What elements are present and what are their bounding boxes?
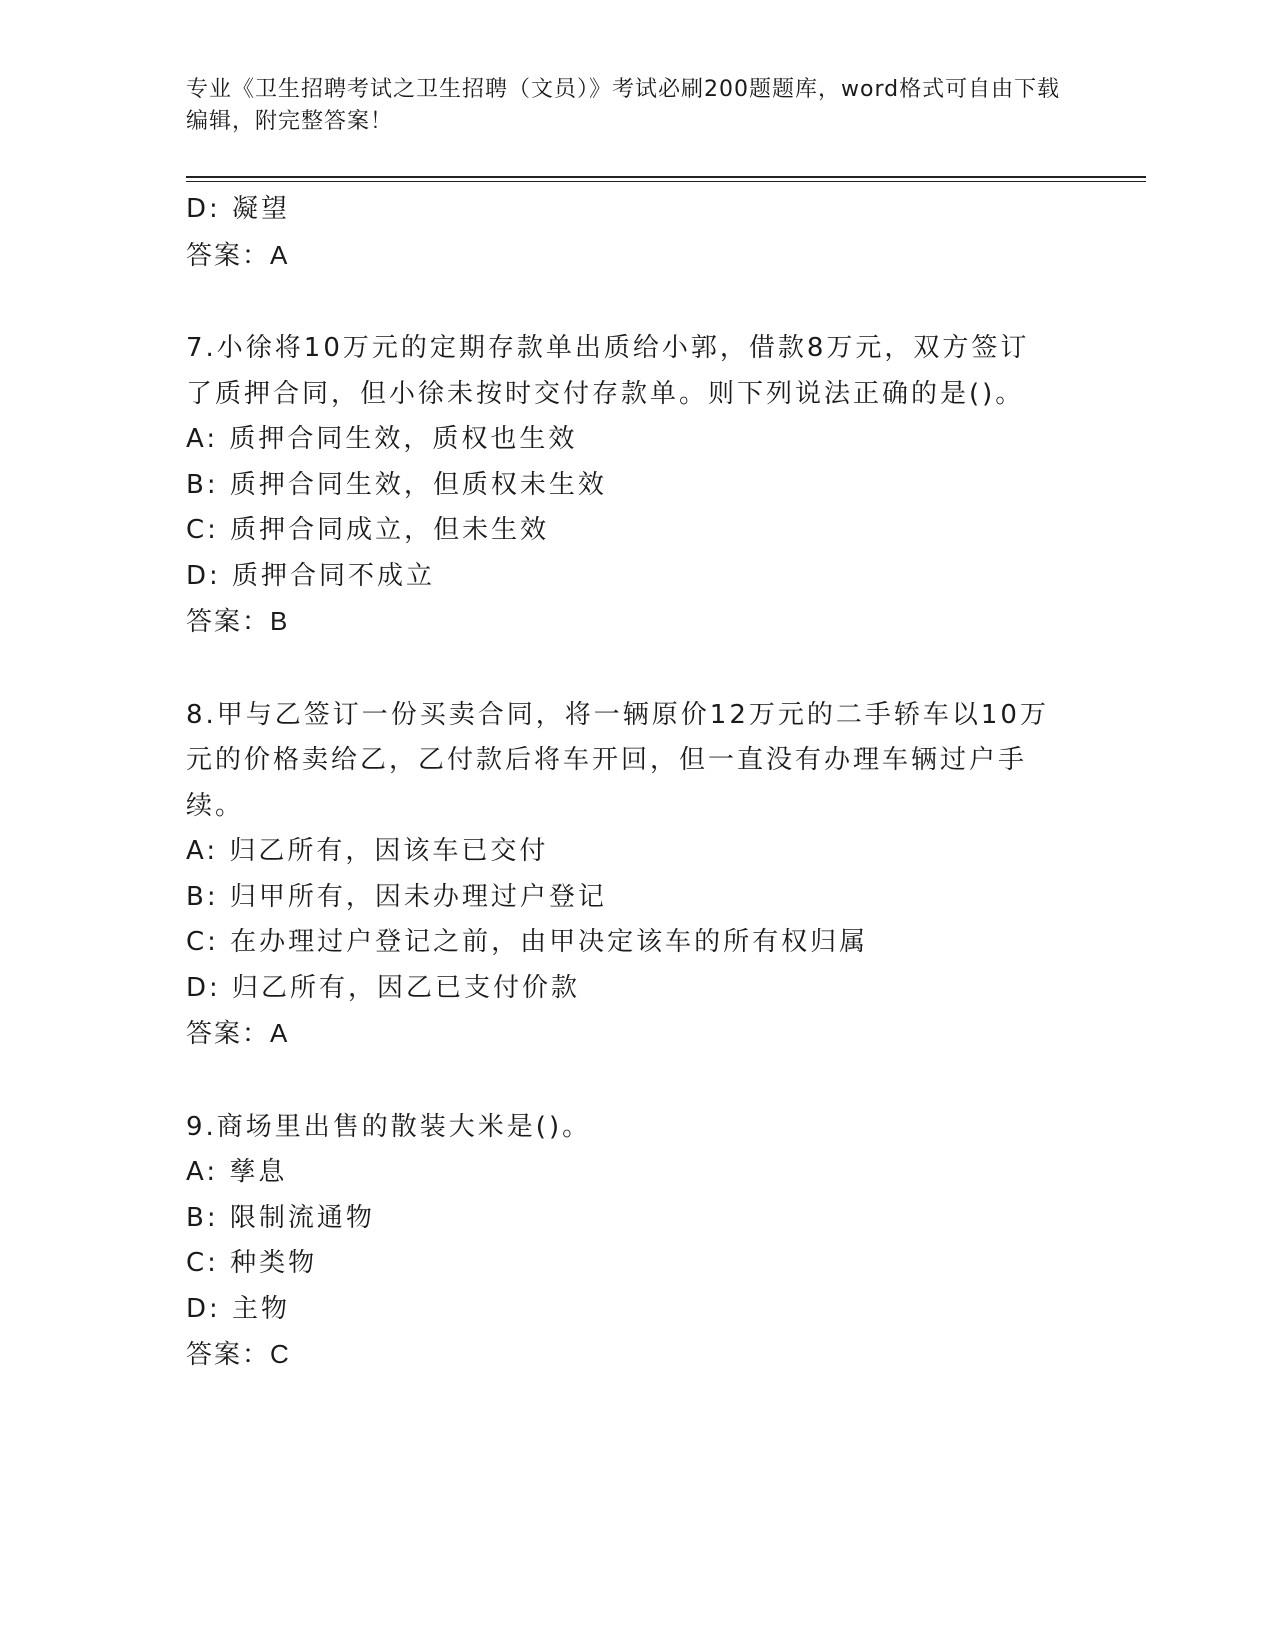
option-a: A: 质押合同生效，质权也生效 — [186, 424, 578, 454]
option-a: A: 孳息 — [186, 1157, 288, 1187]
question-stem: 8.甲与乙签订一份买卖合同，将一辆原价12万元的二手轿车以10万元的价格卖给乙，乙付款后将车开回，但一直没有办理车辆过户手续。 — [186, 699, 1049, 821]
document-body — [186, 187, 1066, 1378]
header-text: 专业《卫生招聘考试之卫生招聘（文员）》考试必刷200题题库，word格式可自由下载编辑，附完整答案！ — [186, 77, 1061, 134]
answer: 答案：A — [186, 239, 290, 270]
option-b: B: 归甲所有，因未办理过户登记 — [186, 881, 607, 912]
option-b: B: 质押合同生效，但质权未生效 — [186, 469, 607, 500]
answer: 答案：A — [186, 1018, 290, 1048]
option-a: A: 归乙所有，因该车已交付 — [186, 836, 549, 866]
option-d: D: 质押合同不成立 — [186, 560, 436, 591]
question-8 — [186, 693, 1066, 1057]
spacer — [186, 278, 1066, 326]
spacer — [186, 1057, 1066, 1105]
option-b: B: 限制流通物 — [186, 1202, 375, 1233]
question-stem: 9.商场里出售的散装大米是()。 — [186, 1111, 592, 1142]
option-d: D: 归乙所有，因乙已支付价款 — [186, 972, 581, 1003]
question-stem: 7.小徐将10万元的定期存款单出质给小郭，借款8万元，双方签订了质押合同，但小徐未按时交付存款单。则下列说法正确的是()。 — [186, 333, 1030, 409]
option-c: C: 种类物 — [186, 1248, 318, 1278]
previous-question-tail — [186, 187, 1066, 278]
document-header — [186, 74, 1066, 138]
header-rule-thick — [186, 176, 1146, 178]
answer: 答案：C — [186, 1339, 291, 1369]
header-rule-thin — [186, 181, 1146, 182]
option-d: D: 主物 — [186, 1293, 291, 1324]
question-7 — [186, 326, 1066, 645]
answer: 答案：B — [186, 606, 290, 636]
option-d: D: 凝望 — [186, 194, 291, 224]
option-c: C: 质押合同成立，但未生效 — [186, 515, 550, 545]
option-c: C: 在办理过户登记之前，由甲决定该车的所有权归属 — [186, 927, 869, 957]
question-9 — [186, 1105, 1066, 1378]
spacer — [186, 645, 1066, 693]
